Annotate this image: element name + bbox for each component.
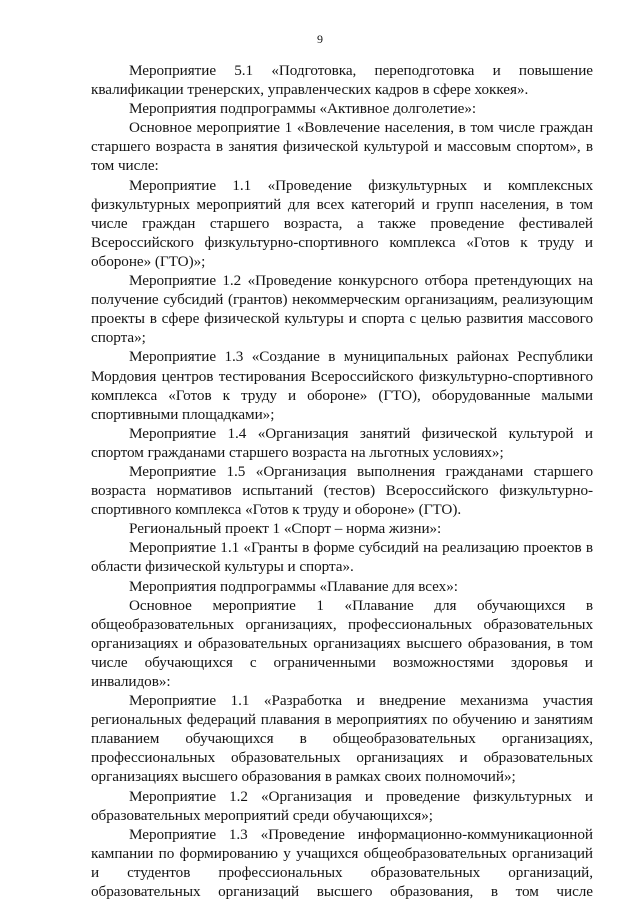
paragraph-measure-1-3-info-campaign: Мероприятие 1.3 «Проведение информационно-коммуникационной кампании по формированию у учащихся общеобразовательных организаций и студентов профессиональных образовательных организаций, образовательных организаций высшего образования, в том числе	[91, 825, 593, 901]
paragraph-subprogram-active-longevity: Мероприятия подпрограммы «Активное долголетие»:	[129, 100, 477, 118]
paragraph-main-measure-1-involvement: Основное мероприятие 1 «Вовлечение населения, в том числе граждан старшего возраста в занятия физической культурой и массовым спортом», в том числе:	[91, 119, 593, 175]
paragraph-measure-1-2-grants-selection: Мероприятие 1.2 «Проведение конкурсного отбора претендующих на получение субсидий (грантов) некоммерческим организациям, реализующим проекты в сфере физической культуры и спорта с целью развития массового спорта»;	[91, 272, 593, 347]
paragraph-measure-1-3-testing-centers: Мероприятие 1.3 «Создание в муниципальных районах Республики Мордовия центров тестирования Всероссийского физкультурно-спортивного комплекса «Готов к труду и обороне» (ГТО), оборудованные малыми спортивными площадками»;	[91, 348, 593, 423]
document-body	[91, 61, 593, 901]
paragraph-measure-1-4-preferential-terms: Мероприятие 1.4 «Организация занятий физической культурой и спортом гражданами старшего возраста на льготных условиях»;	[91, 424, 593, 461]
paragraph-measure-1-5-gto-standards: Мероприятие 1.5 «Организация выполнения гражданами старшего возраста нормативов испытаний (тестов) Всероссийского физкультурно-спортивного комплекса «Готов к труду и обороне» (ГТО).	[91, 462, 593, 519]
paragraph-subprogram-swimming: Мероприятия подпрограммы «Плавание для всех»:	[129, 577, 458, 595]
paragraph-measure-1-2-student-events: Мероприятие 1.2 «Организация и проведение физкультурных и образовательных мероприятий среди обучающихся»;	[91, 787, 593, 824]
paragraph-measure-1-1-events: Мероприятие 1.1 «Проведение физкультурных и комплексных физкультурных мероприятий для всех категорий и групп населения, в том числе граждан старшего возраста, а также проведение фестивалей Всероссийского физкультурно-спортивного комплекса «Готов к труду и обороне» (ГТО)»;	[91, 176, 593, 270]
paragraph-measure-1-1-federations: Мероприятие 1.1 «Разработка и внедрение механизма участия региональных федераций плавания в мероприятиях по обучению и занятиям плаванием обучающихся в общеобразовательных организациях, профессиональных образовательных организациях и образовательных организациях высшего образования в рамках своих полномочий»;	[91, 692, 593, 786]
paragraph-measure-5-1: Мероприятие 5.1 «Подготовка, переподготовка и повышение квалификации тренерских, управленческих кадров в сфере хоккея».	[91, 62, 593, 99]
paragraph-measure-1-1-subsidy-grants: Мероприятие 1.1 «Гранты в форме субсидий на реализацию проектов в области физической культуры и спорта».	[91, 539, 593, 576]
paragraph-main-measure-1-swimming: Основное мероприятие 1 «Плавание для обучающихся в общеобразовательных организациях, профессиональных образовательных организациях и образовательных организациях высшего образования, в том числе обучающихся с ограниченными возможностями здоровья и инвалидов»:	[91, 596, 593, 690]
page-number: 9	[317, 32, 323, 46]
paragraph-regional-project-1: Региональный проект 1 «Спорт – норма жизни»:	[129, 520, 442, 538]
